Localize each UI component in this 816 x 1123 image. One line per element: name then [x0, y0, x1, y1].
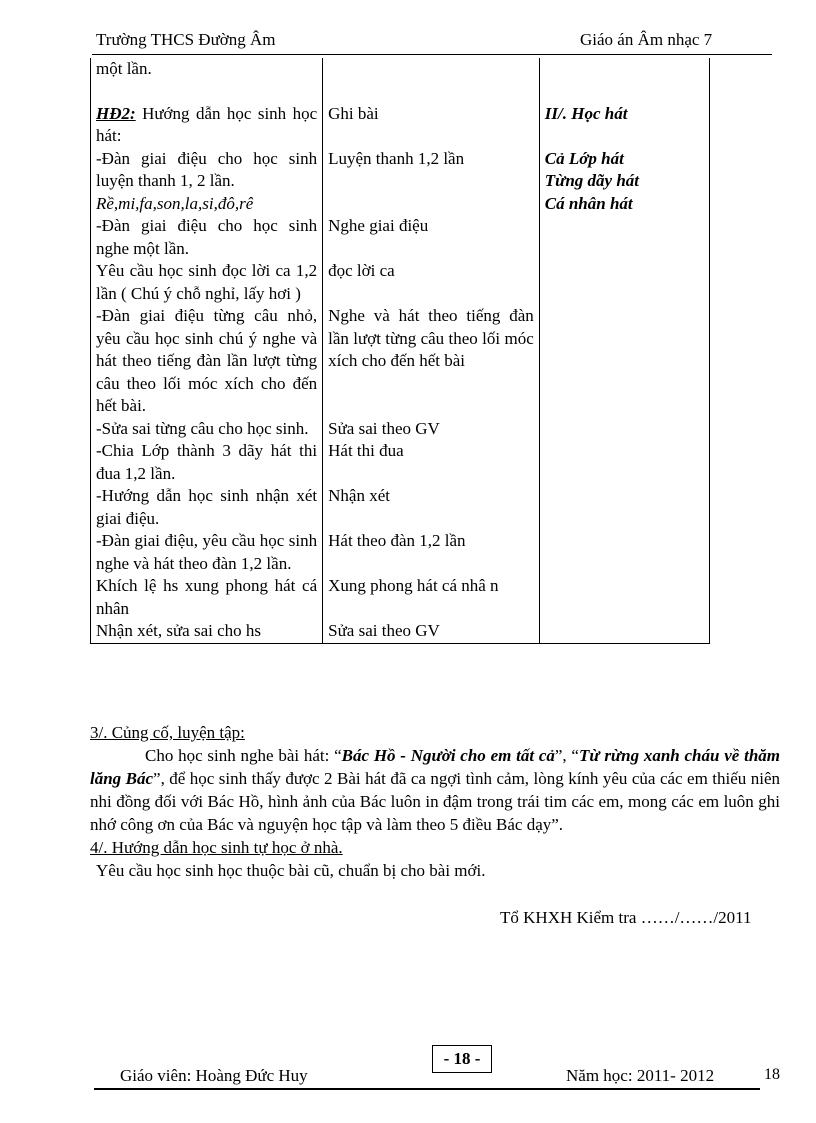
student-activity: Nghe giai điệu — [323, 215, 540, 260]
teacher-activity: -Đàn giai điệu, yêu cầu học sinh nghe và hát theo đàn 1,2 lần. — [91, 530, 323, 575]
student-activity: Hát theo đàn 1,2 lần — [323, 530, 540, 575]
lesson-content — [539, 58, 709, 81]
section-3-paragraph: Cho học sinh nghe bài hát: “Bác Hồ - Người cho em tất cả”, “Từ rừng xanh cháu về thăm lăng Bác”, để học sinh thấy được 2 Bài hát đã ca ngợi tình cảm, lòng kính yêu của các em thiếu niên nhi đồng đối với Bác Hồ, hình ảnh của Bác luôn in đậm trong trái tim các em, mong các em luôn ghi nhớ công ơn của Bác và nguyện học tập và làm theo 5 điều Bác dạy”. — [90, 746, 780, 834]
section-4-heading: 4/. Hướng dẫn học sinh tự học ở nhà. — [90, 838, 343, 857]
table-row — [91, 575, 710, 620]
table-row — [91, 620, 710, 643]
footer-school-year: Năm học: 2011- 2012 — [566, 1066, 715, 1085]
table-row — [91, 305, 710, 418]
lesson-content — [539, 418, 709, 441]
student-activity: Nghe và hát theo tiếng đàn lần lượt từng câu theo lối móc xích cho đến hết bài — [323, 305, 540, 418]
song-title: Bác Hồ - Người cho em tất cả — [341, 746, 555, 765]
header-subject: Giáo án Âm nhạc 7 — [580, 30, 713, 49]
lesson-content: Cả Lớp hát Từng dãy hát Cá nhân hát — [539, 148, 709, 216]
teacher-activity: Nhận xét, sửa sai cho hs — [91, 620, 323, 643]
footer-rule — [94, 1088, 760, 1090]
page-number: 18 — [764, 1066, 780, 1083]
lesson-content — [539, 575, 709, 620]
table-row — [91, 418, 710, 441]
teacher-activity: -Đàn giai điệu cho học sinh luyện thanh 1, 2 lần. Rề,mi,fa,son,la,si,đô,rê — [91, 148, 323, 216]
lesson-content — [539, 485, 709, 530]
lesson-content — [539, 260, 709, 305]
teacher-activity: -Đàn giai điệu cho học sinh nghe một lần. — [91, 215, 323, 260]
student-activity: Xung phong hát cá nhâ n — [323, 575, 540, 620]
section-4-text: Yêu cầu học sinh học thuộc bài cũ, chuẩn bị cho bài mới. — [96, 861, 486, 880]
table-row — [91, 260, 710, 305]
table-row — [91, 485, 710, 530]
lesson-content — [539, 440, 709, 485]
student-activity: Sửa sai theo GV — [323, 620, 540, 643]
table-row — [91, 81, 710, 148]
teacher-activity: -Chia Lớp thành 3 dãy hát thi đua 1,2 lần. — [91, 440, 323, 485]
teacher-activity: -Sửa sai từng câu cho học sinh. — [91, 418, 323, 441]
table-row — [91, 148, 710, 216]
teacher-activity: -Đàn giai điệu từng câu nhỏ, yêu cầu học sinh chú ý nghe và hát theo tiếng đàn lần lượt từng câu theo lối móc xích cho đến hết bài. — [91, 305, 323, 418]
section-3-heading: 3/. Củng cố, luyện tập: — [90, 723, 245, 742]
teacher-activity: -Hướng dẫn học sinh nhận xét giai điệu. — [91, 485, 323, 530]
table-row — [91, 215, 710, 260]
header-school: Trường THCS Đường Âm — [96, 30, 276, 49]
solfege-notes: Rề,mi,fa,son,la,si,đô,rê — [96, 193, 254, 213]
signature-line: Tổ KHXH Kiểm tra ……/……/2011 — [500, 908, 752, 927]
table-row — [91, 440, 710, 485]
student-activity: Luyện thanh 1,2 lần — [323, 148, 540, 216]
lesson-table — [90, 58, 710, 644]
header-rule — [92, 54, 772, 55]
teacher-activity: một lần. — [91, 58, 323, 81]
student-activity: Ghi bài — [323, 81, 540, 148]
student-activity: Sửa sai theo GV — [323, 418, 540, 441]
lesson-content — [539, 305, 709, 418]
lesson-content — [539, 530, 709, 575]
student-activity — [323, 58, 540, 81]
lesson-content — [539, 620, 709, 643]
activity-label: HĐ2: — [96, 103, 136, 123]
teacher-activity: Khích lệ hs xung phong hát cá nhân — [91, 575, 323, 620]
teacher-activity: Yêu cầu học sinh đọc lời ca 1,2 lần ( Chú ý chỗ nghỉ, lấy hơi ) — [91, 260, 323, 305]
lesson-content — [539, 81, 709, 148]
page-number-box: - 18 - — [432, 1045, 492, 1073]
section-title: II/. Học hát — [544, 103, 628, 123]
student-activity: đọc lời ca — [323, 260, 540, 305]
lesson-content — [539, 215, 709, 260]
table-row — [91, 58, 710, 81]
footer-teacher: Giáo viên: Hoàng Đức Huy — [120, 1066, 308, 1085]
song-title: Từ rừng xanh cháu về thăm lăng Bác — [90, 746, 780, 788]
student-activity: Nhận xét — [323, 485, 540, 530]
student-activity: Hát thi đua — [323, 440, 540, 485]
table-row — [91, 530, 710, 575]
section-3 — [90, 721, 780, 882]
teacher-activity: HĐ2: Hướng dẫn học sinh học hát: — [91, 81, 323, 148]
